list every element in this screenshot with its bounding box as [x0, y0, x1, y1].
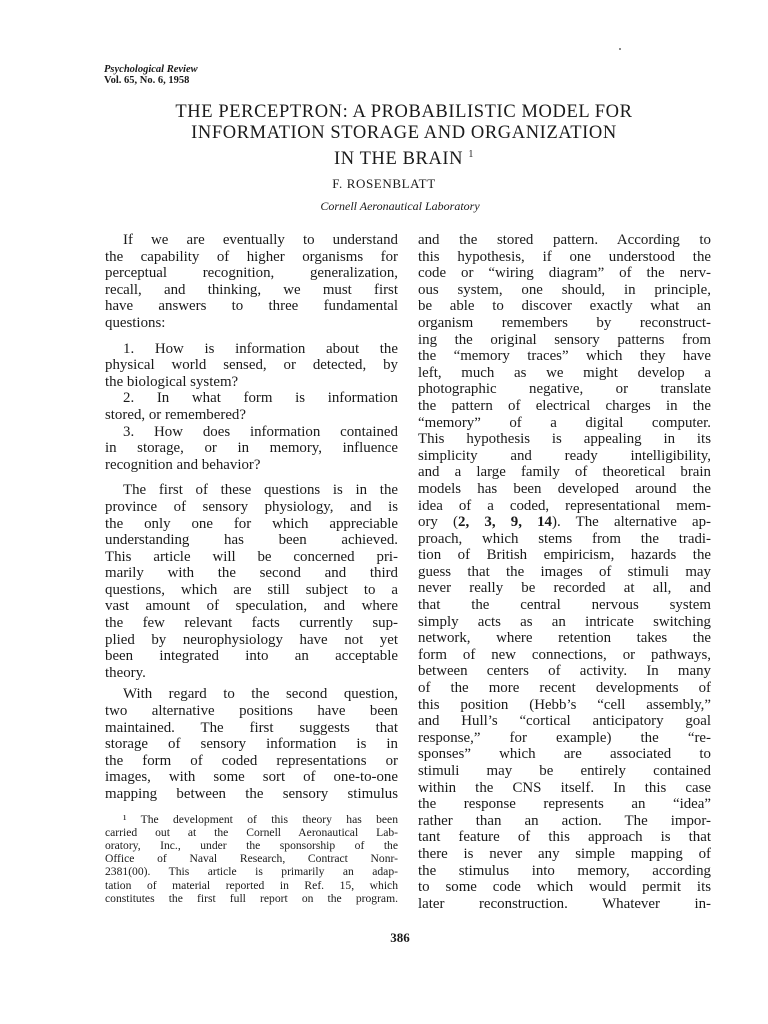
- text-line: the “memory traces” which they have: [418, 348, 711, 365]
- right-column: [418, 232, 711, 912]
- journal-volume: Vol. 65, No. 6, 1958: [104, 75, 190, 86]
- text-line: within the CNS itself. In this case: [418, 779, 711, 796]
- author: F. ROSENBLATT: [332, 176, 436, 191]
- text-line: vast amount of speculation, and where: [105, 598, 398, 615]
- footnote: [105, 813, 398, 905]
- text-line: mapping between the sensory stimulus: [105, 786, 398, 802]
- title-line-3: [104, 144, 704, 170]
- text-line: storage of sensory information is in: [105, 736, 398, 753]
- text-line: later reconstruction. Whatever in-: [418, 895, 711, 912]
- text-line: recognition and behavior?: [105, 456, 261, 473]
- text-line: that the central nervous system: [418, 597, 711, 614]
- text-line: between centers of activity. In many: [418, 663, 711, 680]
- text-line: constitutes the first full report on the program.: [105, 891, 398, 905]
- text-line: and a large family of theoretical brain: [418, 464, 711, 481]
- title-footnote-ref: 1: [468, 149, 474, 160]
- paragraph-first-question: [105, 482, 398, 681]
- text-line: this position (Hebb’s “cell assembly,”: [418, 696, 711, 713]
- text-line: plied by neurophysiology have not yet: [105, 631, 398, 648]
- text-line: models has been developed around the: [418, 480, 711, 497]
- text-line: guess that the images of stimuli may: [418, 563, 711, 580]
- text-line: ing the original sensory patterns from: [418, 331, 711, 348]
- text-line: the pattern of electrical charges in the: [418, 397, 711, 414]
- text-line: be able to discover exactly what an: [418, 298, 711, 315]
- text-line: proach, which stems from the tradi-: [418, 530, 711, 547]
- text-line: and the stored pattern. According to: [418, 232, 711, 248]
- reference-numbers[interactable]: 2, 3, 9, 14: [458, 514, 553, 531]
- text-line: The first of these questions is in the: [123, 482, 398, 499]
- text-line: simplicity and ready intelligibility,: [418, 447, 711, 464]
- title-line-3-text: IN THE BRAIN: [333, 149, 464, 170]
- text-line: This article will be concerned pri-: [105, 548, 398, 565]
- text-line: never really be recorded at all, and: [418, 580, 711, 597]
- speck: [619, 48, 621, 50]
- text-line: the response represents an “idea”: [418, 796, 711, 813]
- text-line: oratory, Inc., under the sponsorship of the: [105, 839, 398, 852]
- text-line: marily with the second and third: [105, 565, 398, 582]
- line-references: [418, 514, 711, 531]
- text-line: code or “wiring diagram” of the nerv-: [418, 265, 711, 282]
- text-line: been integrated into an acceptable: [105, 648, 398, 665]
- text-line: tation of material reported in Ref. 15, which: [105, 878, 398, 892]
- affiliation: Cornell Aeronautical Laboratory: [320, 199, 480, 213]
- text-line: tant feature of this approach is that: [418, 829, 711, 846]
- paragraph-intro-lines: [105, 232, 398, 332]
- text-line: to some code which would permit its: [418, 879, 711, 896]
- text-line: recall, and thinking, we must first: [105, 281, 398, 298]
- text-line: questions, which are still subject to a: [105, 581, 398, 598]
- text-line: idea of a coded, representational mem-: [418, 497, 711, 514]
- text-line: 2. In what form is information: [123, 390, 398, 407]
- ref-line-post: ). The alternative ap-: [552, 514, 712, 531]
- question-2: [105, 390, 398, 423]
- text-line: carried out at the Cornell Aeronautical Lab-: [105, 825, 398, 839]
- text-line: rather than an action. The impor-: [418, 812, 711, 829]
- text-line: questions:: [105, 314, 166, 331]
- text-line: there is never any simple mapping of: [418, 845, 711, 862]
- text-line: province of sensory physiology, and is: [105, 498, 398, 515]
- text-line: have answers to three fundamental: [105, 298, 398, 315]
- paragraph-second-question: [105, 686, 398, 802]
- article-title: [104, 102, 704, 170]
- text-line: stimuli may be entirely contained: [418, 763, 711, 779]
- text-line: sponses” which are associated to: [418, 746, 711, 763]
- text-line: form of new connections, or pathways,: [418, 646, 711, 663]
- text-line: theory.: [105, 664, 146, 681]
- page-number: 386: [390, 930, 410, 945]
- text-line: perceptual recognition, generalization,: [105, 265, 398, 282]
- text-line: understanding has been achieved.: [105, 532, 398, 549]
- text-line: With regard to the second question,: [123, 686, 398, 703]
- text-line: 3. How does information contained: [123, 423, 398, 440]
- text-line: ¹ The development of this theory has been: [123, 812, 398, 826]
- paragraph-continued: [418, 232, 711, 514]
- text-line: physical world sensed, or detected, by: [105, 357, 398, 374]
- text-line: 2381(00). This article is primarily an adap-: [105, 865, 398, 879]
- question-3: [105, 424, 398, 474]
- text-line: organism remembers by reconstruct-: [418, 314, 711, 331]
- text-line: If we are eventually to understand: [123, 232, 398, 248]
- text-line: the few relevant facts currently sup-: [105, 615, 398, 632]
- text-line: network, where retention takes the: [418, 630, 711, 647]
- question-1: [105, 341, 398, 391]
- text-line: the only one for which appreciable: [105, 515, 398, 532]
- title-line-1: THE PERCEPTRON: A PROBABILISTIC MODEL FOR: [175, 102, 633, 122]
- text-line: 1. How is information about the: [123, 340, 398, 357]
- text-line: photographic negative, or translate: [418, 381, 711, 398]
- journal-header: [104, 64, 198, 86]
- text-line: ous system, one should, in principle,: [418, 281, 711, 298]
- journal-name: Psychological Review: [104, 64, 198, 75]
- text-line: response,” for example) the “re-: [418, 729, 711, 746]
- left-column: [105, 232, 398, 905]
- text-line: Office of Naval Research, Contract Nonr-: [105, 852, 398, 866]
- title-line-2: INFORMATION STORAGE AND ORGANIZATION: [191, 123, 617, 143]
- text-line: images, with some sort of one-to-one: [105, 769, 398, 786]
- text-line: of the more recent developments of: [418, 680, 711, 697]
- text-line: two alternative positions have been: [105, 703, 398, 720]
- text-line: this hypothesis, if one understood the: [418, 248, 711, 265]
- text-line: left, much as we might develop a: [418, 364, 711, 381]
- text-line: the biological system?: [105, 373, 239, 390]
- text-line: the capability of higher organisms for: [105, 248, 398, 265]
- text-line: the form of coded representations or: [105, 752, 398, 769]
- text-line: the stimulus into memory, according: [418, 862, 711, 879]
- text-line: and Hull’s “cortical anticipatory goal: [418, 713, 711, 730]
- text-line: simply acts as an intricate switching: [418, 613, 711, 630]
- text-line: “memory” of a digital computer.: [418, 414, 711, 431]
- text-line: maintained. The first suggests that: [105, 719, 398, 736]
- text-line: stored, or remembered?: [105, 406, 246, 423]
- ref-line-pre: ory (: [418, 514, 459, 531]
- paragraph-continued-2: [418, 531, 711, 913]
- text-line: in storage, or in memory, influence: [105, 440, 398, 457]
- text-line: tion of British empiricism, hazards the: [418, 547, 711, 564]
- text-line: This hypothesis is appealing in its: [418, 431, 711, 448]
